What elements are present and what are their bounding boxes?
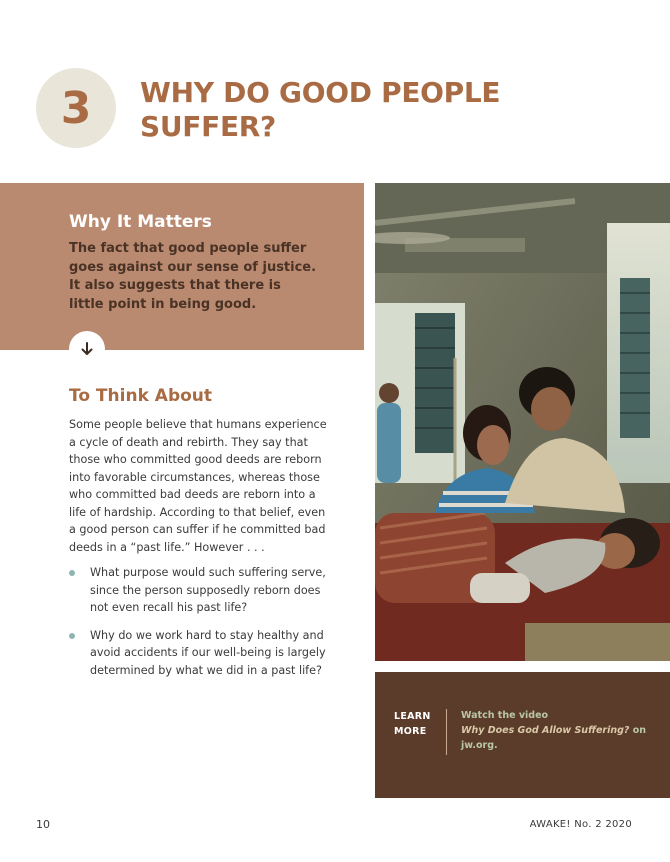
publication-info: AWAKE! No. 2 2020 [529,819,632,830]
question-text: Why do we work hard to stay healthy and avoid accidents if our well-being is largely determined by what we did in a past life? [90,628,326,677]
arrow-down-icon [69,331,105,367]
list-item [69,627,339,680]
why-it-matters-text: The fact that good people suffer goes against our sense of justice. It also suggests that there is little point in being good. [69,241,317,312]
learn-more-box [375,672,670,798]
to-think-about-heading: To Think About [69,386,213,406]
learn-more-label: LEARN MORE [394,711,431,737]
page-title: WHY DO GOOD PEOPLE SUFFER? [140,76,501,143]
question-list [69,564,339,689]
learn-more-divider [446,709,447,755]
question-text: What purpose would such suffering serve, since the person supposedly reborn does not even recall his past life? [90,566,326,614]
section-number-badge [36,68,116,148]
page-number: 10 [36,818,50,831]
learn-more-line1: Watch the video [461,710,549,721]
bullet-icon [69,633,75,639]
to-think-about-paragraph: Some people believe that humans experience a cycle of death and rebirth. They say that those who committed good deeds are reborn into favorable circumstances, whereas those who committed bad deeds are reborn into a life of hardship. According to that belief, even a good person can suffer if he committed bad deeds in a “past life.” However . . . [69,418,327,554]
list-item [69,564,339,617]
why-it-matters-heading: Why It Matters [69,212,212,232]
learn-more-suffix: on jw.org. [461,725,647,751]
hospital-photo [375,183,670,661]
video-title-link[interactable]: Why Does God Allow Suffering? [461,725,630,736]
bullet-icon [69,570,75,576]
learn-more-text [461,708,661,753]
section-number: 3 [60,82,92,134]
